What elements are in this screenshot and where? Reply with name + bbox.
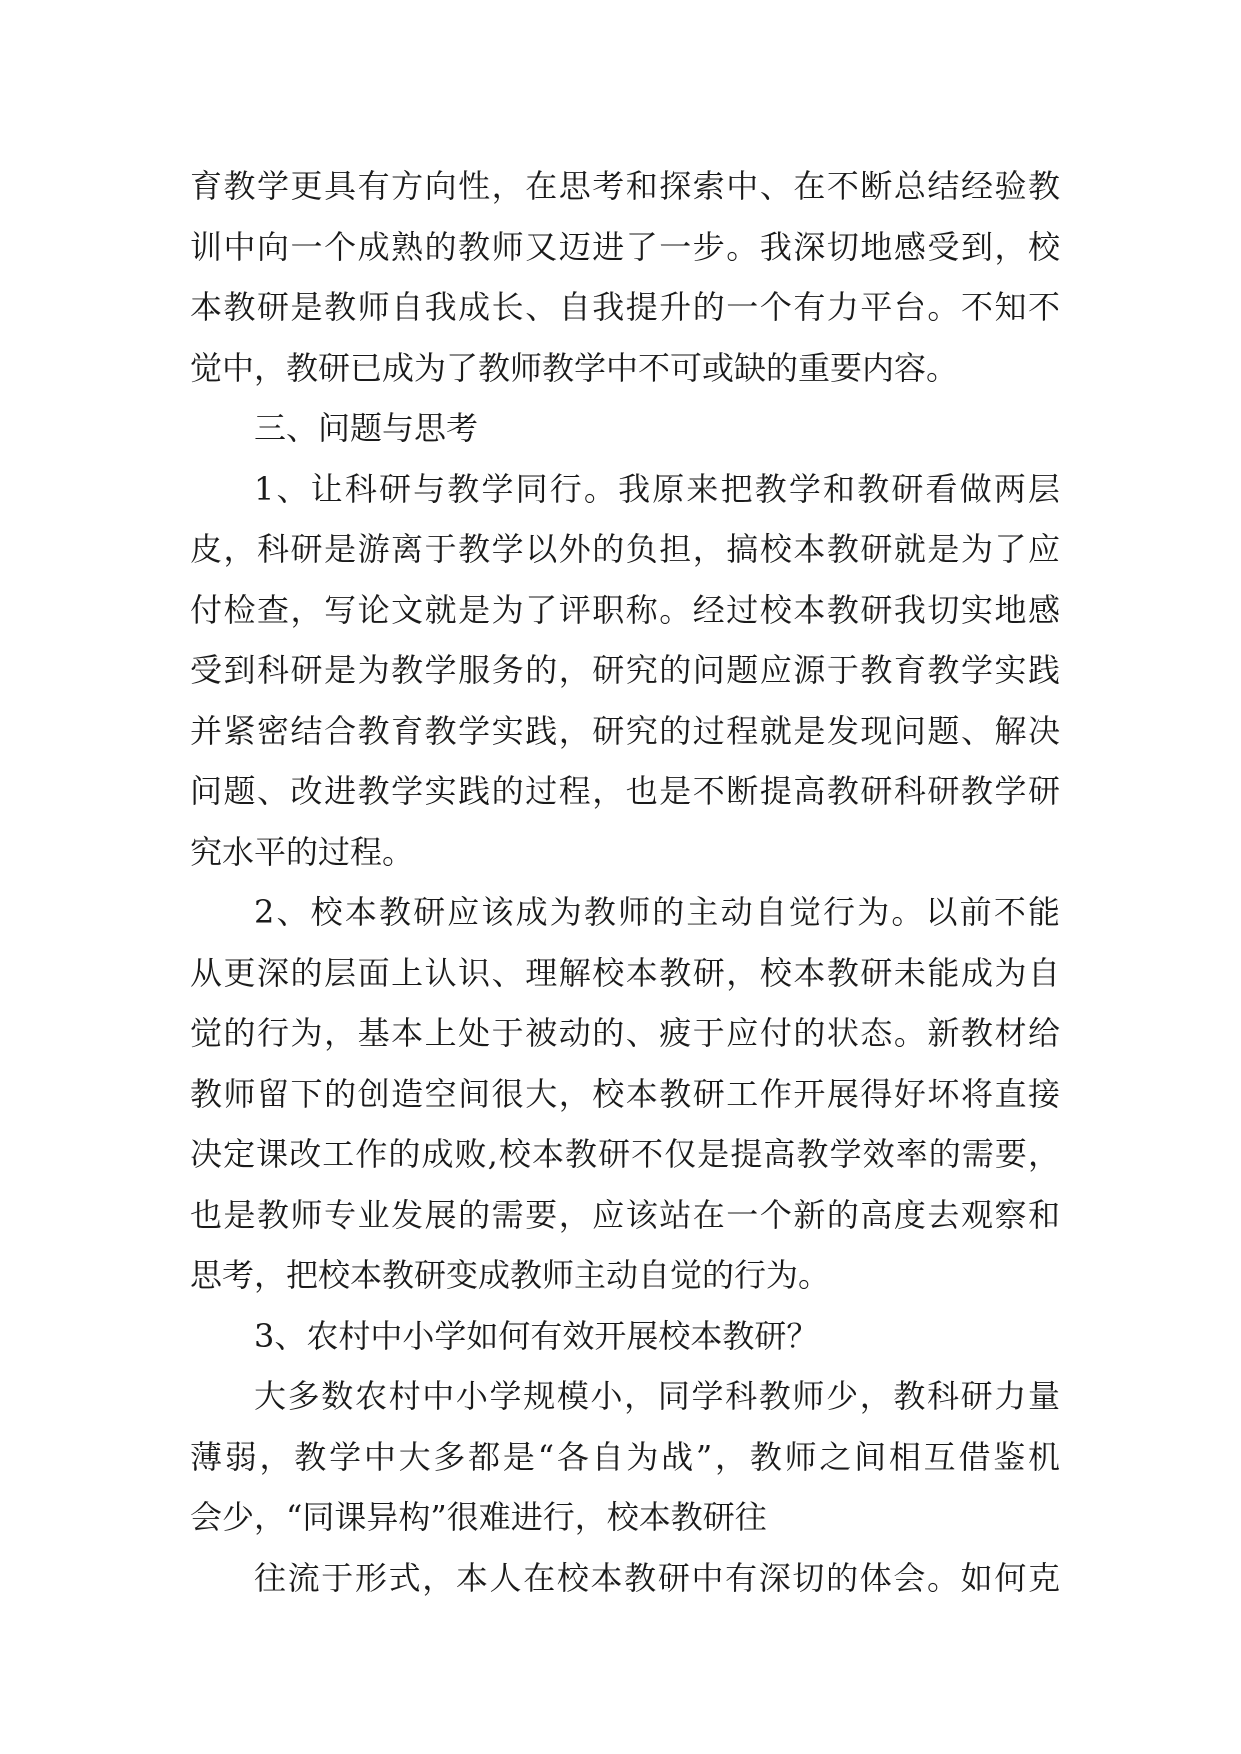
text-line: 皮，科研是游离于教学以外的负担，搞校本教研就是为了应 [190, 530, 1060, 568]
text-line: 会少，“同课异构”很难进行，校本教研往 [190, 1498, 767, 1536]
text-line: 训中向一个成熟的教师又迈进了一步。我深切地感受到，校 [190, 227, 1060, 266]
text-line: 往流于形式，本人在校本教研中有深切的体会。如何克 [254, 1558, 1060, 1597]
text-line: 3、农村中小学如何有效开展校本教研？ [254, 1316, 819, 1355]
text-line: 也是教师专业发展的需要，应该站在一个新的高度去观察和 [190, 1195, 1060, 1234]
text-line: 1、让科研与教学同行。我原来把教学和教研看做两层 [254, 469, 1060, 508]
text-line: 决定课改工作的成败,校本教研不仅是提高教学效率的需要， [190, 1135, 1060, 1173]
text-line: 本教研是教师自我成长、自我提升的一个有力平台。不知不 [190, 288, 1060, 326]
text-line: 觉的行为，基本上处于被动的、疲于应付的状态。新教材给 [190, 1014, 1060, 1052]
text-line: 2、校本教研应该成为教师的主动自觉行为。以前不能 [254, 893, 1060, 931]
text-line: 究水平的过程。 [190, 832, 415, 871]
section-heading: 三、问题与思考 [254, 409, 479, 447]
body-text [190, 156, 1060, 1608]
text-line: 觉中，教研已成为了教师教学中不可或缺的重要内容。 [190, 348, 959, 387]
text-line: 薄弱，教学中大多都是“各自为战”，教师之间相互借鉴机 [190, 1437, 1060, 1476]
text-line: 思考，把校本教研变成教师主动自觉的行为。 [190, 1256, 831, 1294]
text-line: 问题、改进教学实践的过程，也是不断提高教研科研教学研 [190, 772, 1060, 810]
text-line: 大多数农村中小学规模小，同学科教师少，教科研力量 [254, 1377, 1060, 1415]
text-line: 教师留下的创造空间很大，校本教研工作开展得好坏将直接 [190, 1074, 1060, 1113]
text-line: 并紧密结合教育教学实践，研究的过程就是发现问题、解决 [190, 711, 1060, 750]
text-line: 育教学更具有方向性，在思考和探索中、在不断总结经验教 [190, 167, 1060, 205]
text-line: 付检查，写论文就是为了评职称。经过校本教研我切实地感 [190, 590, 1060, 629]
text-line: 受到科研是为教学服务的，研究的问题应源于教育教学实践 [190, 651, 1060, 689]
text-line: 从更深的层面上认识、理解校本教研，校本教研未能成为自 [190, 953, 1060, 992]
